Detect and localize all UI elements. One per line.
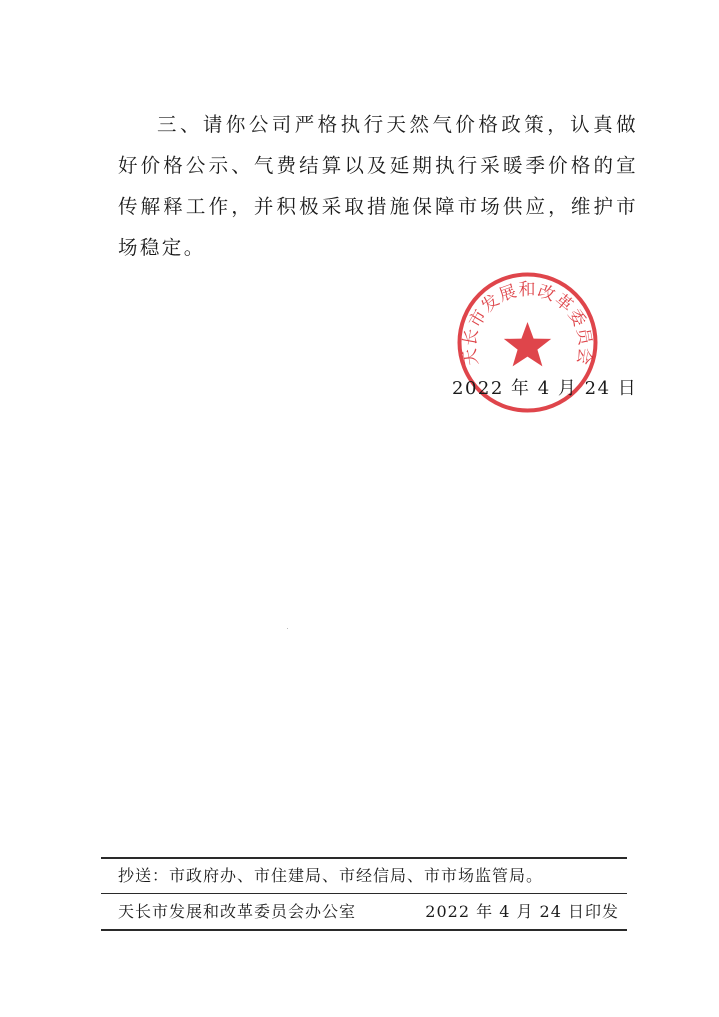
footer-bottom-rule [101, 929, 627, 931]
seal-text: 天长市发展和改革委员会 [459, 280, 596, 368]
footer-top-rule [101, 857, 627, 859]
signature-date: 2022 年 4 月 24 日 [452, 378, 638, 399]
body-paragraph: 三、请你公司严格执行天然气价格政策，认真做好价格公示、气费结算以及延期执行采暖季价格的宣传解释工作，并积极采取措施保障市场供应，维护市场稳定。 [118, 113, 638, 259]
scan-speck [287, 628, 288, 629]
issuer-office: 天长市发展和改革委员会办公室 [118, 902, 357, 921]
cc-line: 抄送：市政府办、市住建局、市经信局、市市场监管局。 [118, 866, 544, 885]
issue-date: 2022 年 4 月 24 日印发 [425, 902, 619, 921]
footer-middle-rule [101, 893, 627, 894]
